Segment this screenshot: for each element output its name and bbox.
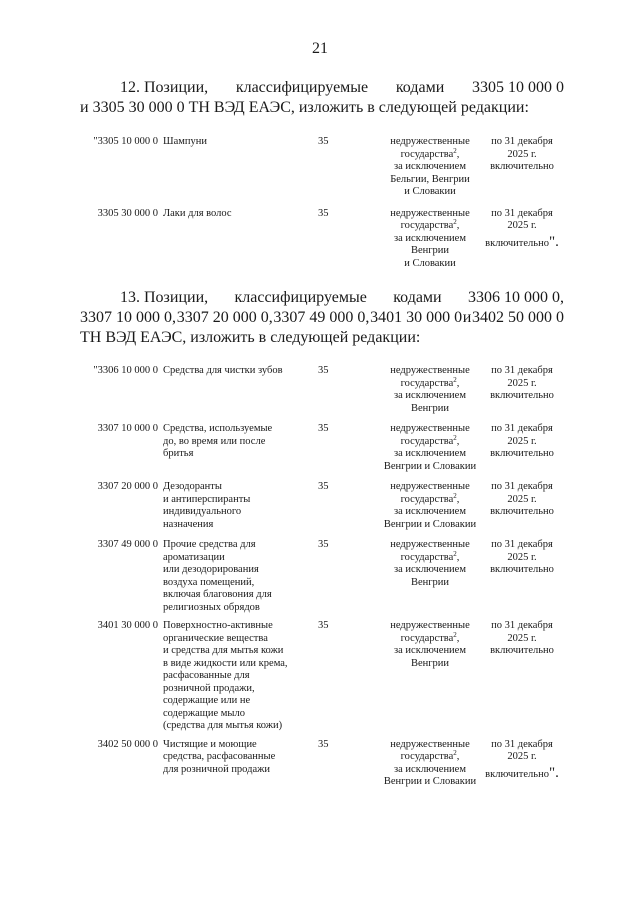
country-scope-text: государства: [400, 220, 454, 231]
country-scope-text: государства: [400, 551, 454, 563]
hs-code: "3306 10 000 0: [93, 365, 158, 376]
country-scope-line: за исключением: [394, 390, 466, 401]
closing-quote: ".: [548, 764, 559, 781]
validity-period-line: 2025 г.: [507, 493, 537, 505]
country-scope-line: недружественные: [390, 481, 470, 492]
validity-period: [482, 620, 562, 658]
validity-period-line: по 31 декабря: [491, 136, 553, 147]
section-13-word: 3306 10 000 0,: [467, 289, 564, 306]
validity-period-line: включительно: [490, 564, 554, 575]
country-scope-line: Венгрии и Словакии: [383, 518, 477, 530]
country-scope-line: за исключением: [394, 506, 466, 517]
product-name-line: воздуха помещений,: [163, 576, 255, 588]
validity-period-line: включительно: [490, 390, 554, 401]
country-scope-line: Венгрии: [410, 576, 450, 588]
hs-code: 3401 30 000 0: [97, 620, 158, 631]
validity-period-line: [482, 764, 562, 782]
section-13-word: 3401 30 000 0: [370, 309, 463, 326]
validity-period-line: по 31 декабря: [491, 365, 553, 376]
duty-rate: 35: [318, 539, 329, 550]
country-scope: [370, 365, 490, 415]
duty-rate: 35: [318, 481, 329, 492]
validity-period-line: по 31 декабря: [491, 481, 553, 492]
product-name-line: религиозных обрядов: [163, 601, 260, 613]
country-scope-line: государства$^2$,: [400, 218, 460, 231]
country-scope-line: и Словакии: [404, 186, 456, 197]
country-scope: [370, 620, 490, 670]
product-name-line: назначения: [163, 518, 214, 530]
country-scope-line: за исключением: [394, 232, 466, 244]
product-name-line: ароматизации: [163, 551, 225, 563]
product-name-line: содержащие или не: [163, 695, 251, 706]
country-scope-text: государства: [400, 148, 454, 160]
validity-text: включительно: [485, 768, 549, 780]
page-number: 21: [312, 40, 328, 57]
country-scope-line: за исключением: [394, 448, 466, 459]
product-name-line: розничной продажи,: [163, 682, 255, 694]
section-13-word: 13. Позиции,: [120, 289, 209, 306]
validity-text: включительно: [485, 237, 549, 249]
product-name: [163, 208, 311, 221]
validity-period-line: по 31 декабря: [491, 539, 553, 550]
section-13-line-3: ТН ВЭД ЕАЭС, изложить в следующей редакции:: [80, 329, 421, 346]
country-scope-line: государства$^2$,: [400, 433, 460, 447]
country-scope-line: недружественные: [390, 207, 470, 219]
section-13-word: 3402 50 000 0: [472, 309, 564, 326]
country-scope-text: государства: [400, 435, 454, 447]
product-name-line: расфасованные для: [163, 670, 250, 681]
validity-period: [482, 136, 562, 174]
country-scope-line: за исключением: [394, 564, 466, 575]
country-scope-line: за исключением: [394, 763, 466, 775]
duty-rate: 35: [318, 136, 329, 147]
duty-rate: 35: [318, 207, 329, 219]
product-name-line: и антиперспиранты: [163, 493, 251, 505]
country-scope-line: недружественные: [390, 539, 470, 550]
hs-code: 3305 30 000 0: [97, 207, 158, 219]
country-scope-line: Венгрии: [410, 245, 450, 256]
country-scope: [370, 208, 490, 271]
section-12-line-1: [80, 78, 564, 98]
closing-quote: ".: [548, 233, 559, 250]
footnote-marker: 2: [453, 549, 457, 558]
validity-period-line: 2025 г.: [507, 435, 537, 447]
validity-period-line: по 31 декабря: [491, 207, 553, 219]
country-scope-line: Бельгии, Венгрии: [390, 173, 470, 185]
country-scope-text: государства: [400, 493, 454, 505]
validity-period: [482, 365, 562, 403]
section-12-word: кодами: [395, 79, 445, 96]
product-name-line: для розничной продажи: [163, 763, 271, 775]
country-scope: [370, 539, 490, 589]
validity-period: [482, 539, 562, 577]
product-name-line: или дезодорирования: [163, 564, 259, 575]
footnote-marker: 2: [453, 375, 457, 384]
product-name-line: бритья: [163, 448, 194, 459]
country-scope: [370, 739, 490, 789]
section-13-heading: [80, 288, 564, 348]
product-name-line: Шампуни: [163, 136, 208, 147]
product-name: [163, 365, 311, 378]
product-name-line: органические вещества: [163, 632, 268, 644]
product-name-line: Прочие средства для: [163, 539, 256, 550]
validity-period-line: включительно: [490, 645, 554, 656]
country-scope-text: государства: [400, 751, 454, 762]
product-name-line: Средства, используемые: [163, 423, 273, 434]
validity-period-line: включительно: [490, 161, 554, 172]
country-scope: [370, 136, 490, 199]
duty-rate: 35: [318, 365, 329, 376]
country-scope-line: Венгрии: [410, 402, 450, 414]
product-name: [163, 620, 311, 733]
hs-code: 3307 10 000 0: [97, 423, 158, 434]
validity-period-line: 2025 г.: [507, 148, 537, 160]
footnote-marker: 2: [453, 630, 457, 639]
hs-code: 3402 50 000 0: [97, 738, 158, 750]
product-name-line: Лаки для волос: [163, 207, 232, 219]
country-scope-line: государства$^2$,: [400, 146, 460, 160]
section-13-line-1: [80, 288, 564, 308]
country-scope-line: недружественные: [390, 423, 470, 434]
product-name: [163, 481, 311, 531]
section-13-word: и: [462, 309, 472, 326]
product-name-line: средства, расфасованные: [163, 751, 276, 762]
product-name-line: индивидуального: [163, 506, 242, 517]
validity-period-line: включительно: [490, 448, 554, 459]
product-name-line: до, во время или после: [163, 435, 266, 447]
validity-period-line: включительно: [490, 506, 554, 517]
validity-period-line: 2025 г.: [507, 377, 537, 389]
validity-period-line: 2025 г.: [507, 632, 537, 644]
section-13-word: кодами: [393, 289, 442, 306]
product-name-line: содержащие мыло: [163, 707, 245, 719]
section-12-word: 3305 10 000 0: [471, 79, 564, 96]
country-scope-line: Венгрии: [410, 657, 450, 669]
validity-period-line: 2025 г.: [507, 220, 537, 231]
country-scope-line: Венгрии и Словакии: [383, 776, 477, 787]
country-scope-line: государства$^2$,: [400, 549, 460, 563]
validity-period-line: по 31 декабря: [491, 620, 553, 631]
hs-code: 3307 49 000 0: [97, 539, 158, 550]
product-name: [163, 423, 311, 461]
section-13-word: 3307 10 000 0,: [80, 309, 176, 326]
product-name-line: включая благовония для: [163, 589, 272, 600]
section-13-word: 3307 20 000 0,: [176, 309, 273, 326]
country-scope-text: государства: [400, 632, 454, 644]
validity-period: [482, 739, 562, 782]
product-name-line: в виде жидкости или крема,: [163, 657, 288, 669]
footnote-marker: 2: [453, 491, 457, 500]
country-scope-line: за исключением: [394, 645, 466, 656]
footnote-marker: 2: [453, 146, 457, 155]
product-name-line: Дезодоранты: [163, 481, 222, 492]
footnote-marker: 2: [453, 749, 457, 757]
product-name-line: Поверхностно-активные: [163, 620, 273, 631]
country-scope-line: недружественные: [390, 738, 470, 750]
duty-rate: 35: [318, 738, 329, 750]
country-scope: [370, 423, 490, 473]
country-scope-line: и Словакии: [404, 257, 456, 269]
section-12-word: классифицируемые: [235, 79, 369, 96]
product-name-line: (средства для мытья кожи): [163, 720, 283, 731]
product-name-line: Чистящие и моющие: [163, 738, 257, 750]
country-scope-line: государства$^2$,: [400, 630, 460, 644]
validity-period-line: по 31 декабря: [491, 423, 553, 434]
footnote-marker: 2: [453, 218, 457, 226]
section-13-line-2: [80, 308, 564, 328]
section-12-heading: [80, 78, 564, 118]
validity-period-line: [482, 233, 562, 251]
section-13-word: 3307 49 000 0,: [273, 309, 370, 326]
section-13-word: классифицируемые: [234, 289, 367, 306]
product-name-line: и средства для мытья кожи: [163, 645, 284, 656]
country-scope-line: государства$^2$,: [400, 375, 460, 389]
duty-rate: 35: [318, 423, 329, 434]
country-scope-line: Венгрии и Словакии: [383, 460, 477, 472]
product-name-line: Средства для чистки зубов: [163, 365, 283, 376]
country-scope-line: недружественные: [390, 365, 470, 376]
footnote-marker: 2: [453, 433, 457, 442]
country-scope-text: государства: [400, 377, 454, 389]
country-scope-line: государства$^2$,: [400, 491, 460, 505]
product-name: [163, 739, 311, 777]
country-scope: [370, 481, 490, 531]
validity-period-line: 2025 г.: [507, 751, 537, 762]
section-12-line-2: и 3305 30 000 0 ТН ВЭД ЕАЭС, изложить в следующей редакции:: [80, 99, 529, 116]
hs-code: 3307 20 000 0: [97, 481, 158, 492]
hs-code: "3305 10 000 0: [93, 136, 158, 147]
product-name: [163, 136, 311, 149]
country-scope-line: за исключением: [394, 161, 466, 172]
product-name: [163, 539, 311, 614]
validity-period-line: по 31 декабря: [491, 738, 553, 750]
validity-period: [482, 208, 562, 251]
country-scope-line: государства$^2$,: [400, 749, 460, 762]
validity-period-line: 2025 г.: [507, 551, 537, 563]
duty-rate: 35: [318, 620, 329, 631]
country-scope-line: недружественные: [390, 620, 470, 631]
validity-period: [482, 423, 562, 461]
section-12-word: 12. Позиции,: [120, 79, 209, 96]
country-scope-line: недружественные: [390, 136, 470, 147]
validity-period: [482, 481, 562, 519]
